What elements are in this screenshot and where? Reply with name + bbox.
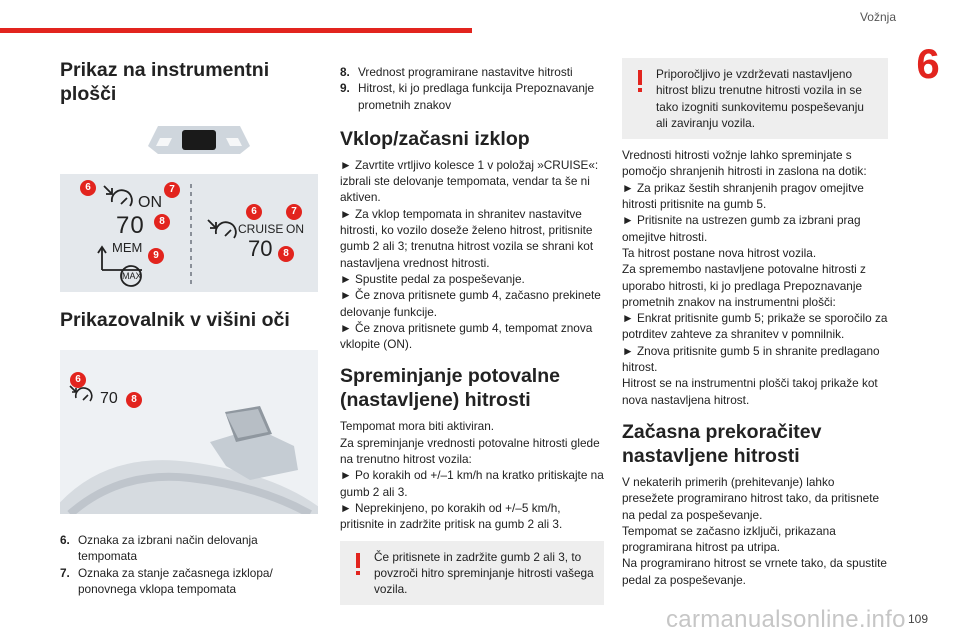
hud-figure (60, 350, 318, 514)
header-accent-bar (0, 28, 472, 33)
panel-badge-7-right: 7 (286, 204, 302, 220)
column-3 (622, 58, 888, 588)
legend-list-1 (60, 532, 318, 597)
heading-modify-speed: Spreminjanje potovalne (nastavljene) hitrosti (340, 365, 560, 412)
list-item: 9. Hitrost, ki jo predlaga funkcija Prepoznavanje prometnih znakov (340, 81, 595, 112)
warning-text: Priporočljivo je vzdrževati nastavljeno hitrost blizu trenutne hitrosti vozila in se tako izogniti sunkovitemu pospeševanju ali zaviranju vozila. (656, 67, 864, 130)
heading-temporary-exceed: Začasna prekoračitev nastavljene hitrosti (622, 420, 822, 467)
on-off-text: ► Zavrtite vrtljivo kolesce 1 v položaj »CRUISE«: izbrali ste delovanje tempomata, vendar ta še ni aktiven. ► Za vklop tempomata in shranitev nastavitve hitrosti, ko vozilo doseže želeno hitrost, pritisnite gumb 2 ali 3; trenutna hitrost vozila se shrani kot nastavljena vrednost hitrosti. ► Spustite pedal za pospeševanje. ► Če znova pritisnete gumb 4, začasno prekinete delovanje funkcije. ► Če znova pritisnete gumb 4, tempomat znova vklopite (ON). (340, 157, 601, 352)
hud-badge-6: 6 (70, 372, 86, 388)
panel-badge-6: 6 (80, 180, 96, 196)
column-2 (340, 64, 604, 605)
hud-speed: 70 (100, 390, 118, 407)
panel-on-label: ON (138, 194, 162, 211)
panel-mem-label: MEM (112, 240, 143, 255)
panel-cruise-label: CRUISE (238, 222, 284, 236)
panel-cruise-on-label: ON (286, 222, 304, 236)
panel-badge-8: 8 (154, 214, 170, 230)
warning-icon (356, 553, 360, 575)
warning-box (340, 541, 604, 606)
panel-badge-6-right: 6 (246, 204, 262, 220)
stored-speeds-text: Vrednosti hitrosti vožnje lahko spreminjate s pomočjo shranjenih hitrosti in zaslona na dotik: ► Za prikaz šestih shranjenih pragov omejitve hitrosti pritisnite na gumb 5. ► Pritisnite na ustrezen gumb za izbrani prag omejitve hitrosti. Ta hitrost postane nova hitrost vozila. Za spremembo nastavljene potovalne hitrosti z uporabo hitrosti, ki jo predlaga Prepoznavanje prometnih znakov na instrumentni plošči: ► Enkrat pritisnite gumb 5; prikaže se sporočilo za potrditev zahteve za shranitev v pomnilnik. ► Znova pritisnite gumb 5 in shranite predlagano hitrost. Hitrost se na instrumentni plošči takoj prikaže kot nova nastavljena hitrost. (622, 148, 888, 407)
panel-badge-8-right: 8 (278, 246, 294, 262)
panel-badge-9: 9 (148, 248, 164, 264)
warning-text: Če pritisnete in zadržite gumb 2 ali 3, to povzroči hitro spreminjanje hitrosti vašega vozila. (374, 549, 594, 597)
panel-max-label: MAX (122, 271, 142, 281)
column-1 (60, 58, 318, 597)
list-item: 7. Oznaka za stanje začasnega izklopa/ ponovnega vklopa tempomata (60, 565, 273, 596)
legend-list-2 (340, 64, 604, 113)
list-item: 8. Vrednost programirane nastavitve hitrosti (340, 65, 573, 79)
hud-badge-8: 8 (126, 392, 142, 408)
instrument-panel-pictogram (60, 116, 318, 168)
temporary-exceed-text: V nekaterih primerih (prehitevanje) lahko presežete programirano hitrost tako, da pritisnete na pedal za pospeševanje. Tempomat se začasno izključi, prikazana programirana hitrost pa utripa. Na programirano hitrost se vrnete tako, da spustite pedal za pospeševanje. (622, 474, 887, 587)
panel-right-speed: 70 (248, 236, 273, 261)
panel-badge-7: 7 (164, 182, 180, 198)
watermark: carmanualsonline.info (666, 606, 906, 633)
chapter-number: 6 (916, 40, 940, 87)
heading-instrument-panel: Prikaz na instrumentni plošči (60, 59, 270, 105)
warning-box (622, 58, 888, 139)
instrument-panel-figure (60, 174, 318, 292)
page-number: 109 (908, 612, 929, 626)
modify-speed-text: Tempomat mora biti aktiviran. Za spreminjanje vrednosti potovalne hitrosti glede na trenutno hitrost vozila: ► Po korakih od +/–1 km/h na kratko pritiskajte na gumb 2 ali 3. ► Neprekinjeno, po korakih od +/–5 km/h, pritisnite in zadržite pritisk na gumb 2 ali 3. (340, 419, 604, 532)
panel-left-speed: 70 (116, 212, 145, 239)
section-title: Vožnja (859, 10, 896, 24)
heading-head-up-display: Prikazovalnik v višini oči (60, 309, 290, 331)
warning-icon (638, 70, 642, 92)
list-item: 6. Oznaka za izbrani način delovanja tempomata (60, 533, 258, 564)
heading-on-off: Vklop/začasni izklop (340, 127, 530, 150)
